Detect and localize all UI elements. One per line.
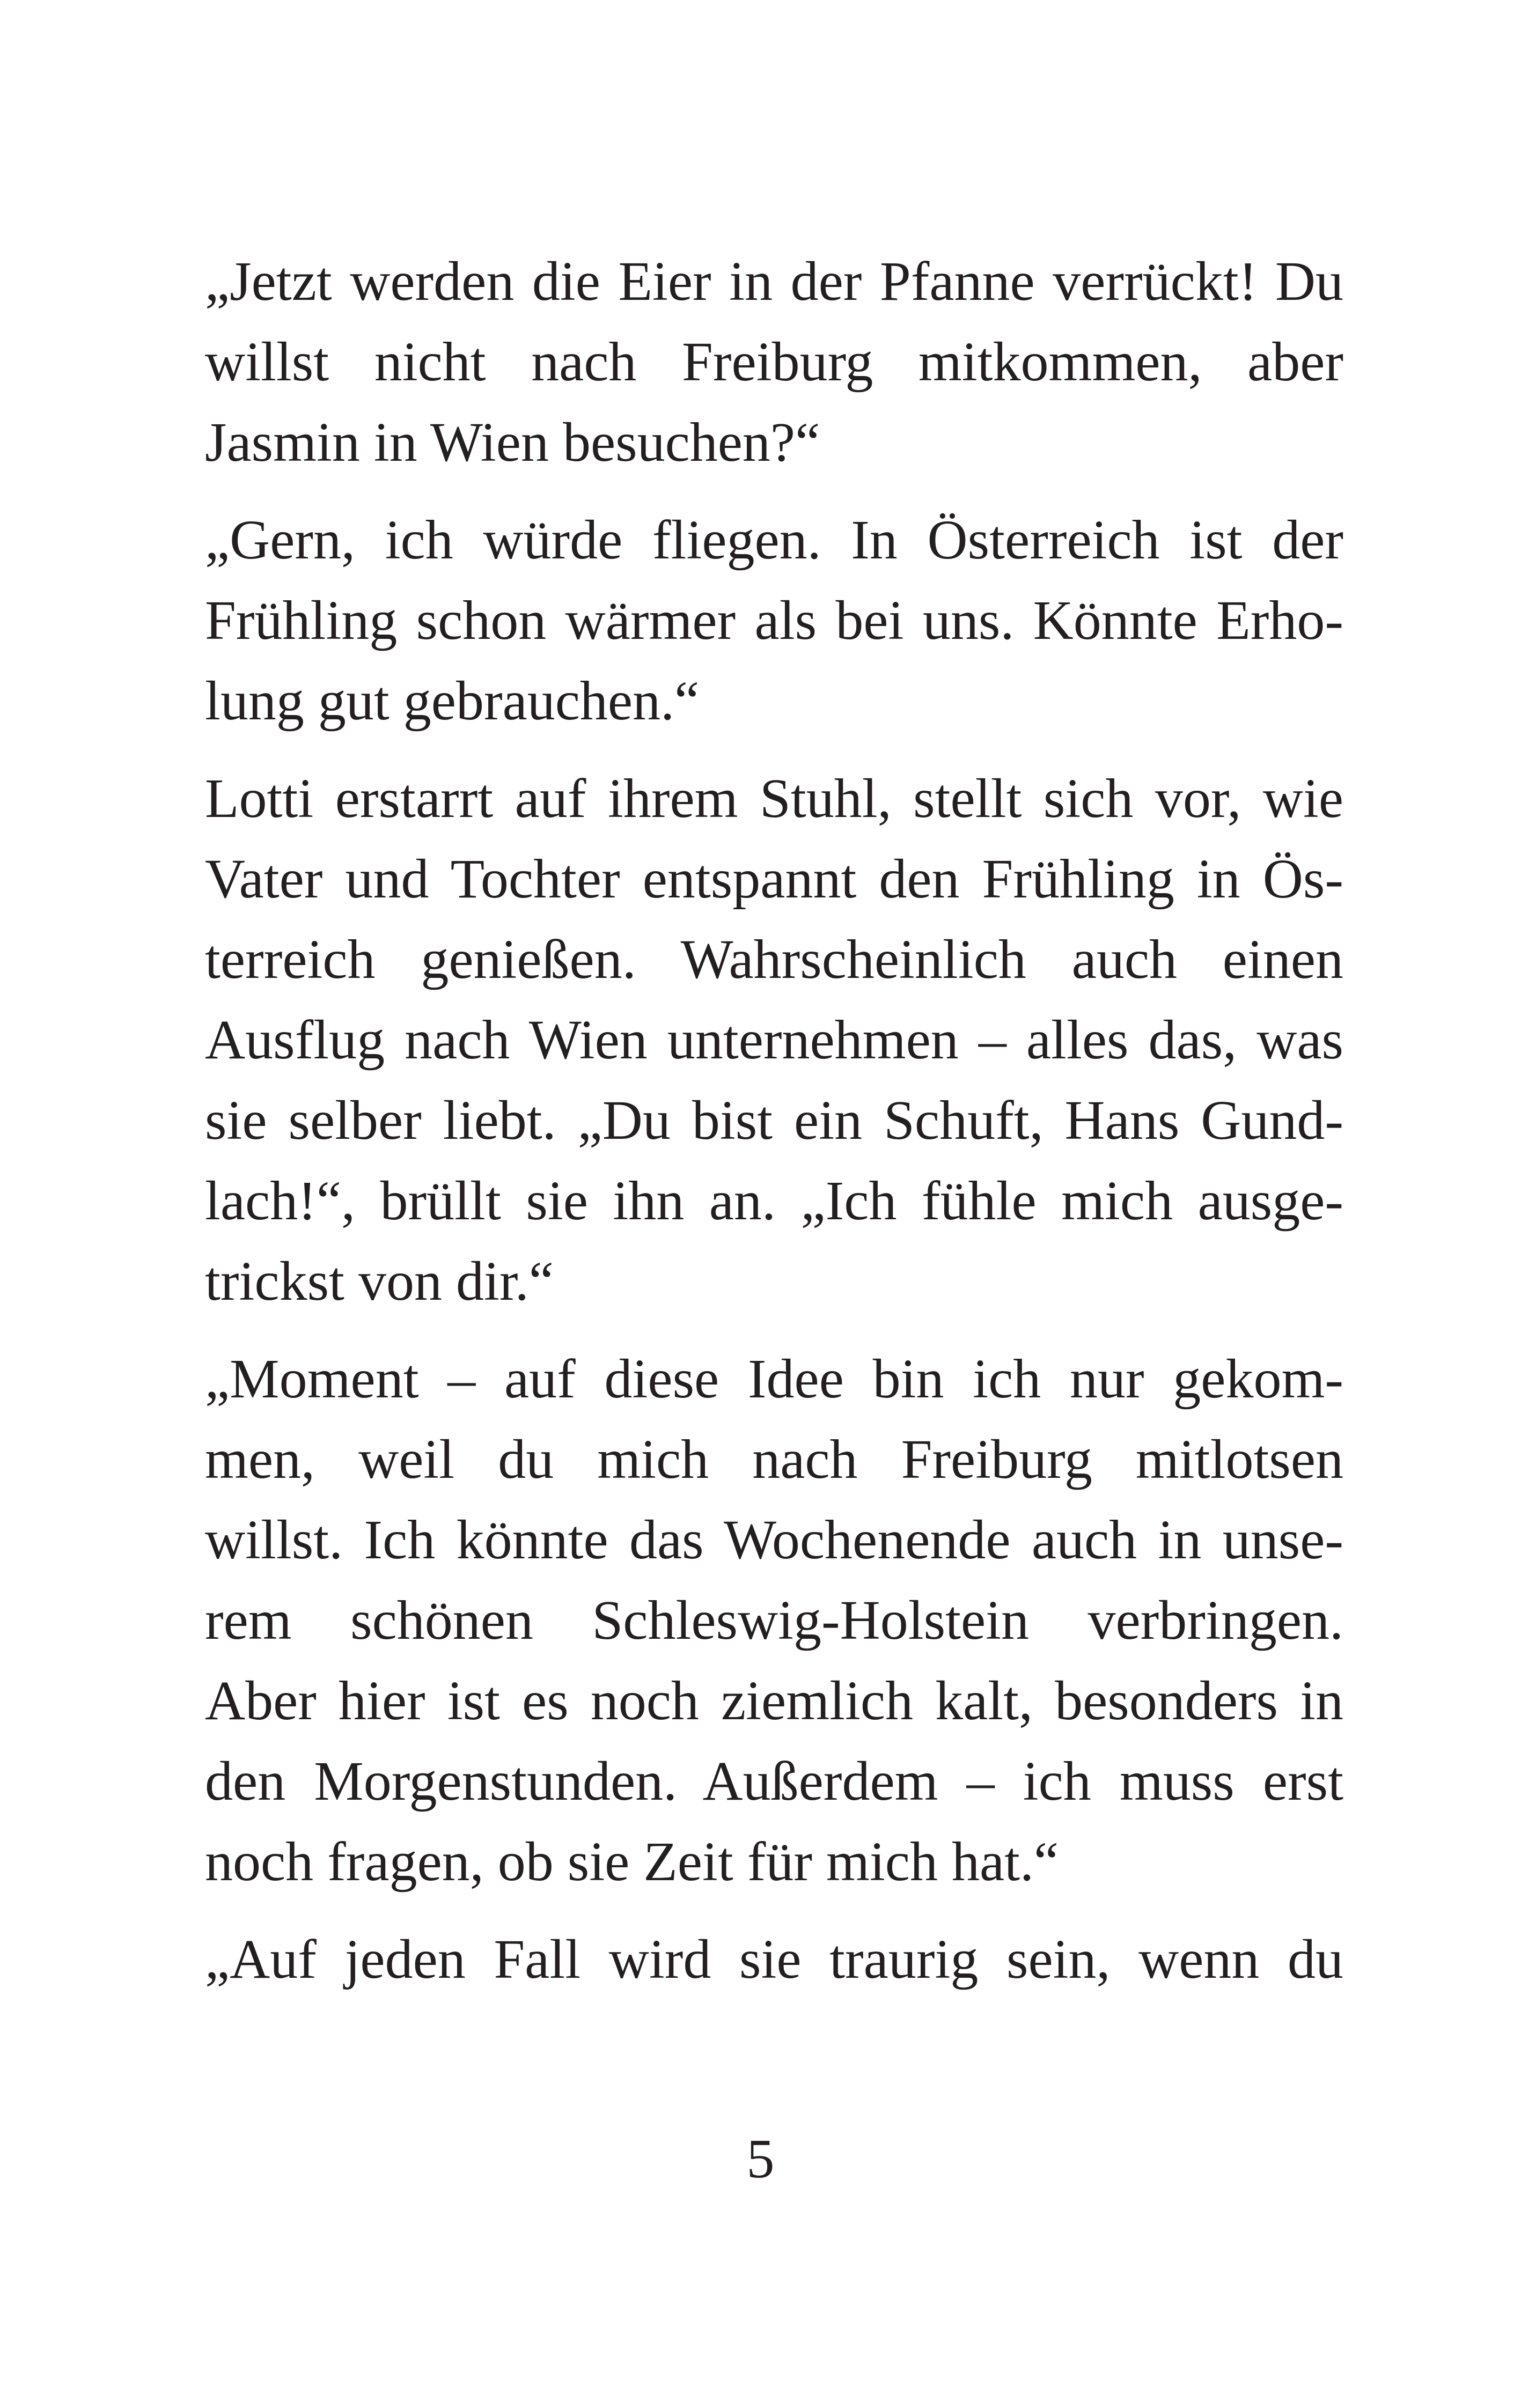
text-line: rem schönen Schleswig-Holstein verbringen. xyxy=(205,1589,1343,1651)
text-line: noch fragen, ob sie Zeit für mich hat.“ xyxy=(205,1831,1059,1892)
text-line: Lotti erstarrt auf ihrem Stuhl, stellt sich vor, wie xyxy=(205,768,1343,829)
paragraph xyxy=(205,241,1343,483)
text-line: „Auf jeden Fall wird sie traurig sein, wenn du xyxy=(205,1928,1343,1990)
text-line: „Moment – auf diese Idee bin ich nur gekom- xyxy=(205,1348,1343,1410)
paragraph xyxy=(205,500,1343,741)
text-line: sie selber liebt. „Du bist ein Schuft, Hans Gund- xyxy=(205,1089,1343,1151)
text-line: lung gut gebrauchen.“ xyxy=(205,670,700,732)
text-line: willst nicht nach Freiburg mitkommen, aber xyxy=(205,331,1343,393)
text-line: men, weil du mich nach Freiburg mitlotsen xyxy=(205,1428,1343,1490)
paragraph xyxy=(205,759,1343,1322)
text-line: willst. Ich könnte das Wochenende auch in unse- xyxy=(205,1509,1343,1571)
text-line: Aber hier ist es noch ziemlich kalt, besonders in xyxy=(205,1670,1343,1732)
text-line: Frühling schon wärmer als bei uns. Könnte Erho- xyxy=(205,590,1343,651)
body-text xyxy=(205,241,1343,2017)
text-line: Jasmin in Wien besuchen?“ xyxy=(205,411,820,473)
text-line: Ausflug nach Wien unternehmen – alles das, was xyxy=(205,1009,1343,1071)
page-number: 5 xyxy=(746,2128,775,2190)
text-line: Vater und Tochter entspannt den Frühling in Ös- xyxy=(205,848,1343,910)
text-line: „Jetzt werden die Eier in der Pfanne verrückt! Du xyxy=(205,251,1343,312)
paragraph xyxy=(205,1919,1343,2000)
text-line: terreich genießen. Wahrscheinlich auch einen xyxy=(205,929,1343,990)
text-line: trickst von dir.“ xyxy=(205,1250,554,1312)
text-line: „Gern, ich würde fliegen. In Österreich ist der xyxy=(205,509,1343,571)
text-line: den Morgenstunden. Außerdem – ich muss erst xyxy=(205,1750,1343,1812)
text-line: lach!“, brüllt sie ihn an. „Ich fühle mich ausge- xyxy=(205,1170,1343,1232)
paragraph xyxy=(205,1339,1343,1902)
